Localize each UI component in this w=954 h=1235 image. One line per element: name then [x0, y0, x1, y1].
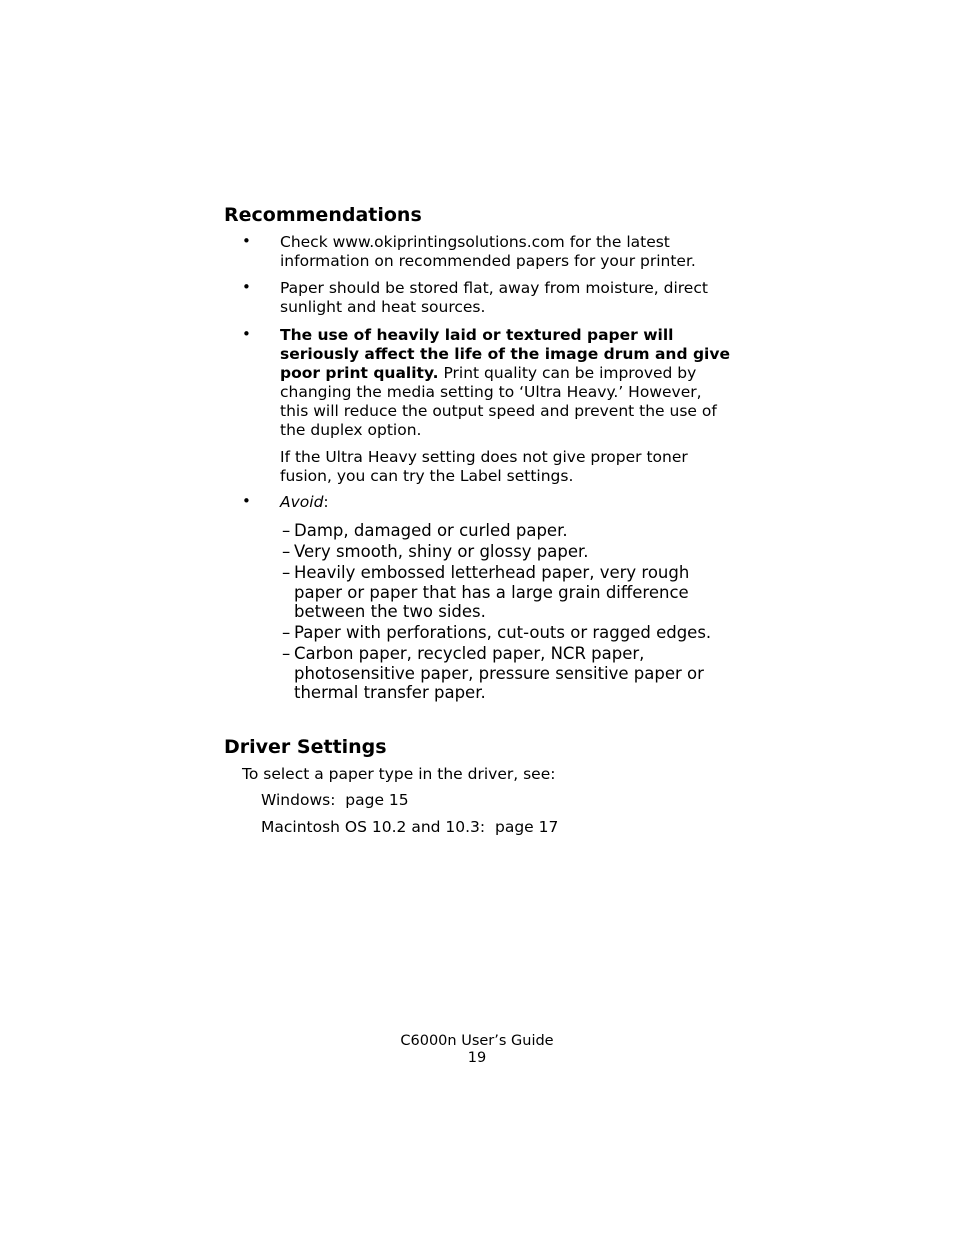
- recommendation-note: If the Ultra Heavy setting does not give proper toner fusion, you can try the Label settings.: [280, 448, 688, 485]
- bullet-icon: •: [242, 325, 251, 343]
- recommendation-detail: Print quality can be improved by changing the media setting to ‘Ultra Heavy.’ However, this will reduce the output speed and prevent the use of the duplex option.: [280, 364, 717, 439]
- footer: [0, 1033, 954, 1067]
- dash-icon: –: [282, 623, 291, 642]
- recommendations-heading: Recommendations: [224, 204, 422, 226]
- driver-settings-heading: Driver Settings: [224, 736, 387, 758]
- driver-intro: To select a paper type in the driver, see:: [242, 765, 556, 783]
- macintosh-reference: Macintosh OS 10.2 and 10.3: page 17: [261, 818, 559, 836]
- bullet-icon: •: [242, 492, 251, 510]
- footer-title: C6000n User’s Guide: [400, 1033, 554, 1049]
- recommendation-item: Check www.okiprintingsolutions.com for the latest information on recommended papers for your printer.: [280, 233, 696, 270]
- avoid-label: Avoid:: [280, 493, 329, 511]
- avoid-item: Carbon paper, recycled paper, NCR paper, photosensitive paper, pressure sensitive paper or thermal transfer paper.: [294, 644, 704, 702]
- page-number: 19: [467, 1050, 487, 1066]
- dash-icon: –: [282, 521, 291, 540]
- warning-text: The use of heavily laid or textured paper will seriously affect the life of the image drum and give poor print quality.: [280, 326, 730, 382]
- avoid-item: Heavily embossed letterhead paper, very rough paper or paper that has a large grain difference between the two sides.: [294, 563, 690, 621]
- recommendation-item: [280, 326, 732, 440]
- avoid-item: Damp, damaged or curled paper.: [294, 521, 568, 540]
- bullet-icon: •: [242, 232, 251, 250]
- avoid-item: Very smooth, shiny or glossy paper.: [294, 542, 589, 561]
- recommendation-item: Paper should be stored flat, away from moisture, direct sunlight and heat sources.: [280, 279, 708, 316]
- dash-icon: –: [282, 644, 291, 663]
- bullet-icon: •: [242, 278, 251, 296]
- avoid-item: Paper with perforations, cut-outs or ragged edges.: [294, 623, 712, 642]
- windows-reference: Windows: page 15: [261, 791, 409, 809]
- dash-icon: –: [282, 563, 291, 582]
- dash-icon: –: [282, 542, 291, 561]
